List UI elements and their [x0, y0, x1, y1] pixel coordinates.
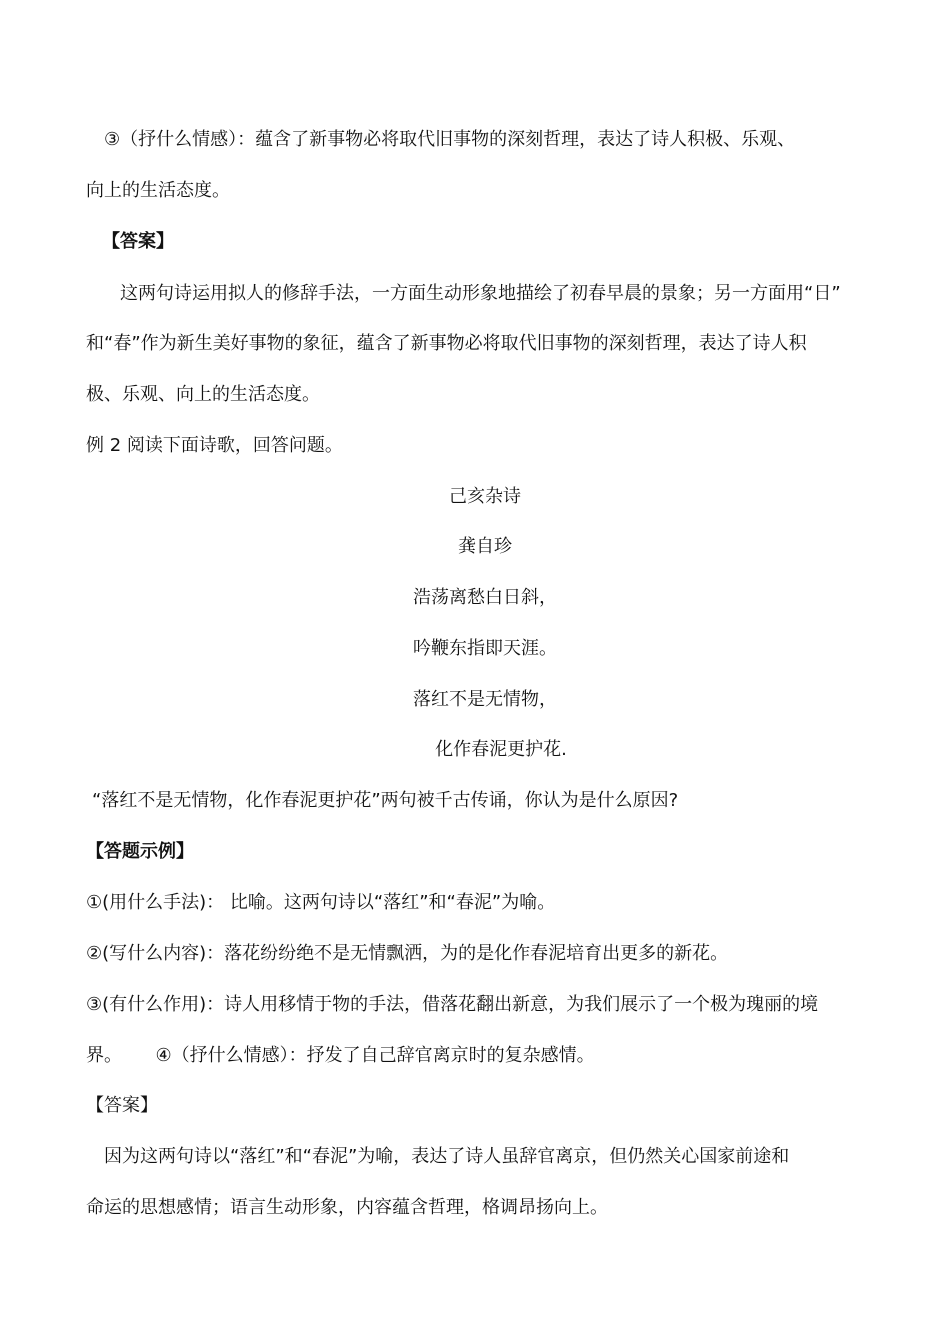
sample-item-3-cont-text: 界。 [86, 1045, 122, 1066]
answer2-heading: 【答案】 [86, 1095, 158, 1116]
answer2-line1: 因为这两句诗以“落红”和“春泥”为喻，表达了诗人虽辞官离京，但仍然关心国家前途和 [104, 1146, 790, 1167]
para1-line1 [104, 128, 864, 152]
poem-author: 龚自珍 [458, 536, 512, 557]
poem-line-4: 化作春泥更护花. [435, 739, 567, 760]
poem-line-2: 吟鞭东指即天涯。 [413, 638, 557, 659]
sample-item-1-text: (用什么手法)： 比喻。这两句诗以“落红”和“春泥”为喻。 [102, 892, 556, 913]
example2-intro: 例 2 阅读下面诗歌，回答问题。 [86, 435, 343, 456]
sample-item-3-cont [86, 1044, 864, 1068]
answer1-line2: 和“春”作为新生美好事物的象征，蕴含了新事物必将取代旧事物的深刻哲理，表达了诗人积 [86, 333, 807, 354]
circled-1-marker: ① [86, 892, 103, 913]
answer1-line1: 这两句诗运用拟人的修辞手法，一方面生动形象地描绘了初春早晨的景象；另一方面用“日” [120, 283, 841, 304]
poem-line-1: 浩荡离愁白日斜， [413, 587, 557, 608]
circled-3-marker: ③ [104, 129, 121, 150]
sample-item-2 [86, 942, 864, 966]
sample-item-4-text: （抒什么情感）：抒发了自己辞官离京时的复杂感情。 [171, 1045, 595, 1066]
circled-4-marker: ④ [155, 1045, 172, 1066]
sample-item-3 [86, 993, 864, 1017]
example2-question: “落红不是无情物，化作春泥更护花”两句被千古传诵，你认为是什么原因? [92, 790, 679, 811]
sample-heading: 【答题示例】 [86, 841, 194, 862]
para1-text: （抒什么情感）：蕴含了新事物必将取代旧事物的深刻哲理，表达了诗人积极、乐观、 [120, 129, 796, 150]
sample-item-1 [86, 891, 864, 915]
sample-item-3-text: (有什么作用)：诗人用移情于物的手法，借落花翻出新意，为我们展示了一个极为瑰丽的境 [102, 994, 819, 1015]
circled-2-marker: ② [86, 943, 103, 964]
para1-line2: 向上的生活态度。 [86, 180, 230, 201]
answer1-line3: 极、乐观、向上的生活态度。 [86, 384, 320, 405]
circled-3-marker: ③ [86, 994, 103, 1015]
answer2-line2: 命运的思想感情；语言生动形象，内容蕴含哲理，格调昂扬向上。 [86, 1197, 608, 1218]
sample-item-2-text: (写什么内容)：落花纷纷绝不是无情飘洒，为的是化作春泥培育出更多的新花。 [102, 943, 729, 964]
answer1-heading: 【答案】 [102, 231, 174, 252]
poem-title: 己亥杂诗 [449, 486, 521, 507]
poem-line-3: 落红不是无情物， [413, 689, 557, 710]
